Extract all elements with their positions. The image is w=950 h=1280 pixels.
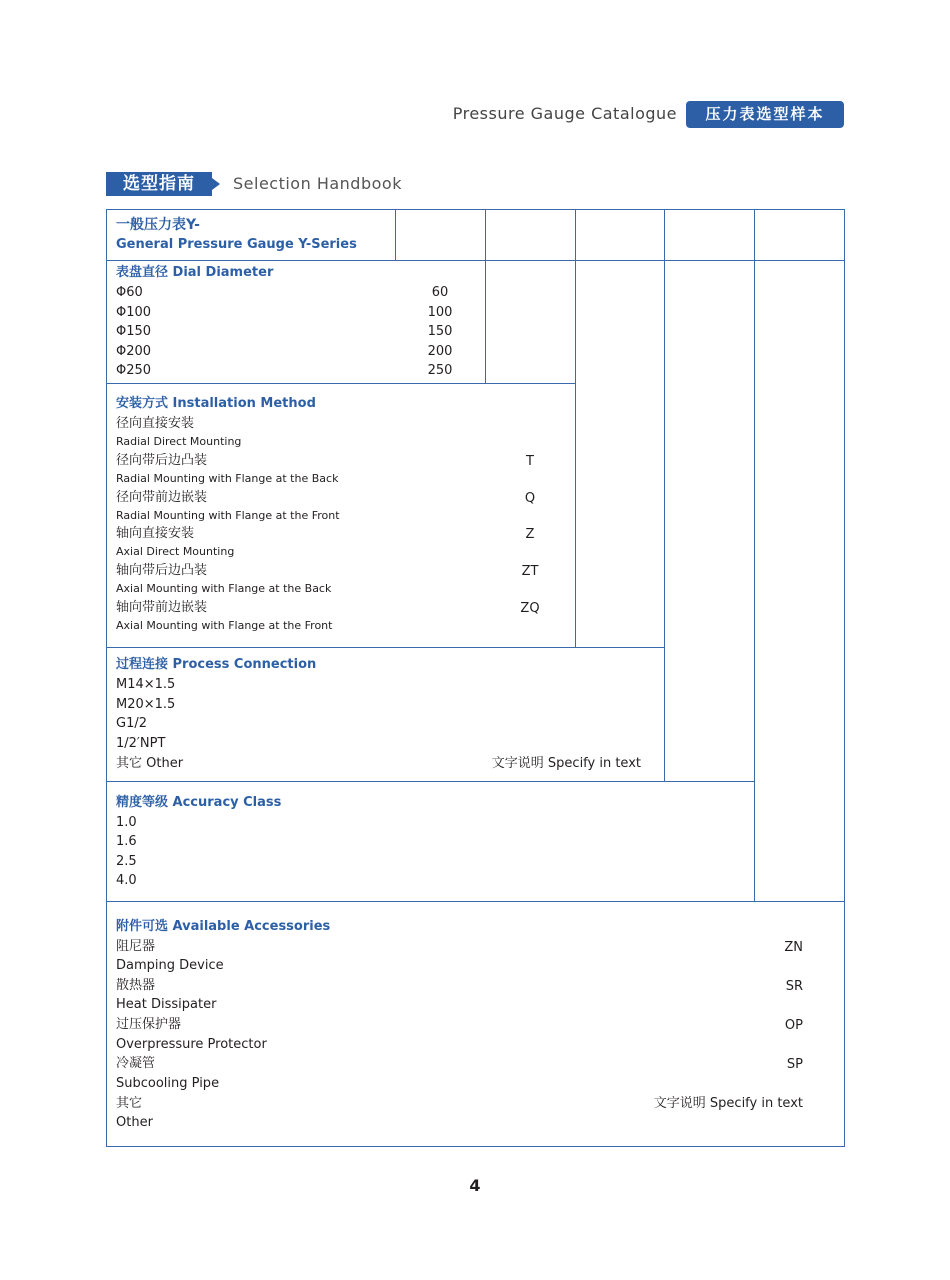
installation-option-en: Axial Mounting with Flange at the Back bbox=[116, 582, 332, 595]
catalogue-title-cn: 压力表选型样本 bbox=[686, 101, 844, 128]
accessory-en: Damping Device bbox=[116, 958, 224, 973]
accuracy-option: 1.6 bbox=[116, 834, 137, 849]
table-divider bbox=[485, 209, 486, 384]
installation-option-en: Axial Direct Mounting bbox=[116, 545, 235, 558]
accuracy-option: 1.0 bbox=[116, 815, 137, 830]
section-title-cn: 选型指南 bbox=[106, 172, 212, 196]
process-option: M20×1.5 bbox=[116, 697, 176, 712]
dial-option-code: 200 bbox=[427, 344, 453, 359]
table-border-top bbox=[106, 209, 845, 210]
process-other-code: 文字说明 Specify in text bbox=[491, 756, 641, 771]
process-option: G1/2 bbox=[116, 716, 147, 731]
table-border-left bbox=[106, 209, 107, 1147]
installation-option-cn: 轴向直接安装 bbox=[116, 526, 195, 541]
dial-option-code: 150 bbox=[427, 324, 453, 339]
installation-option-code: Q bbox=[524, 491, 536, 506]
accessory-en: Heat Dissipater bbox=[116, 997, 217, 1012]
table-divider bbox=[106, 781, 755, 782]
installation-option-cn: 径向直接安装 bbox=[116, 416, 195, 431]
accessory-code: SP bbox=[786, 1057, 803, 1072]
table-border-right bbox=[844, 209, 845, 1147]
table-divider bbox=[106, 647, 665, 648]
table-divider bbox=[106, 383, 576, 384]
table-divider bbox=[575, 209, 576, 648]
table-divider bbox=[664, 209, 665, 782]
installation-option-cn: 径向带后边凸装 bbox=[116, 453, 208, 468]
process-option: M14×1.5 bbox=[116, 677, 176, 692]
table-divider bbox=[106, 260, 845, 261]
accessory-cn: 散热器 bbox=[116, 978, 156, 993]
dial-option-label: Φ250 bbox=[116, 363, 152, 378]
dial-diameter-heading: 表盘直径 Dial Diameter bbox=[116, 265, 274, 280]
accessory-cn: 过压保护器 bbox=[116, 1017, 182, 1032]
table-divider bbox=[395, 209, 396, 261]
installation-option-code: Z bbox=[525, 527, 535, 542]
installation-option-cn: 轴向带后边凸装 bbox=[116, 563, 208, 578]
dial-option-code: 250 bbox=[427, 363, 453, 378]
installation-method-heading: 安装方式 Installation Method bbox=[116, 396, 316, 411]
dial-option-code: 100 bbox=[427, 305, 453, 320]
accessory-cn: 其它 bbox=[116, 1096, 143, 1111]
accessory-code: 文字说明 Specify in text bbox=[653, 1096, 803, 1111]
table-divider bbox=[754, 209, 755, 902]
accessory-code: SR bbox=[785, 979, 803, 994]
accessory-cn: 阻尼器 bbox=[116, 939, 156, 954]
process-connection-heading: 过程连接 Process Connection bbox=[116, 657, 317, 672]
installation-option-code: T bbox=[526, 454, 534, 469]
table-title-en: General Pressure Gauge Y-Series bbox=[116, 237, 357, 252]
section-arrow-icon bbox=[212, 178, 220, 190]
installation-option-cn: 轴向带前边嵌装 bbox=[116, 600, 208, 615]
accuracy-option: 4.0 bbox=[116, 873, 137, 888]
table-title-cn: 一般压力表Y- bbox=[116, 217, 200, 233]
dial-option-label: Φ100 bbox=[116, 305, 152, 320]
accuracy-option: 2.5 bbox=[116, 854, 137, 869]
accessory-cn: 冷凝管 bbox=[116, 1056, 156, 1071]
accessory-en: Other bbox=[116, 1115, 153, 1130]
dial-option-label: Φ60 bbox=[116, 285, 143, 300]
installation-option-en: Radial Direct Mounting bbox=[116, 435, 242, 448]
installation-option-en: Radial Mounting with Flange at the Back bbox=[116, 472, 339, 485]
dial-option-code: 60 bbox=[431, 285, 449, 300]
section-title-en: Selection Handbook bbox=[233, 174, 402, 193]
accessory-en: Subcooling Pipe bbox=[116, 1076, 220, 1091]
accessory-en: Overpressure Protector bbox=[116, 1037, 267, 1052]
accessories-heading: 附件可选 Available Accessories bbox=[116, 919, 331, 934]
table-divider bbox=[106, 901, 845, 902]
catalogue-title-en: Pressure Gauge Catalogue bbox=[452, 104, 677, 123]
table-border-bottom bbox=[106, 1146, 845, 1147]
dial-option-label: Φ200 bbox=[116, 344, 152, 359]
page-number: 4 bbox=[469, 1176, 481, 1195]
process-option: 其它 Other bbox=[116, 756, 184, 771]
installation-option-en: Radial Mounting with Flange at the Front bbox=[116, 509, 340, 522]
accessory-code: OP bbox=[784, 1018, 803, 1033]
installation-option-code: ZT bbox=[521, 564, 539, 579]
accessory-code: ZN bbox=[784, 940, 803, 955]
dial-option-label: Φ150 bbox=[116, 324, 152, 339]
accuracy-class-heading: 精度等级 Accuracy Class bbox=[116, 795, 282, 810]
installation-option-cn: 径向带前边嵌装 bbox=[116, 490, 208, 505]
installation-option-code: ZQ bbox=[520, 601, 540, 616]
installation-option-en: Axial Mounting with Flange at the Front bbox=[116, 619, 333, 632]
process-option: 1/2′NPT bbox=[116, 736, 166, 751]
